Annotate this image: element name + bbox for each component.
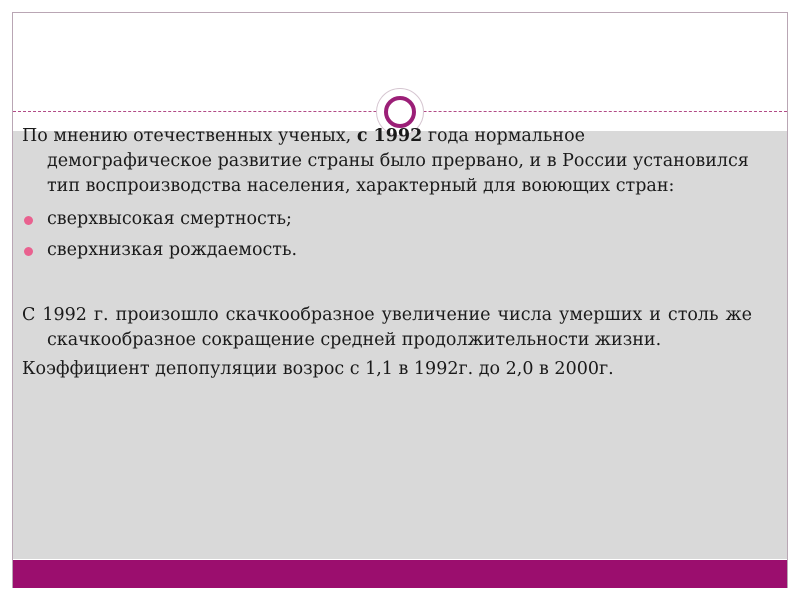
footer-bar [13,560,787,588]
list-item [22,238,752,263]
list-item-text: сверхнизкая рождаемость. [47,240,298,260]
paragraph-intro [22,124,752,199]
paragraph-mortality: С 1992 г. произошло скачкообразное увеличение числа умерших и столь же скачкообразное сокращение средней продолжительности жизни. [22,305,752,350]
body-text [22,124,752,382]
bullet-dot-icon [24,247,33,256]
list-item-text: сверхвысокая смертность; [47,209,292,229]
list-item [22,207,752,232]
bullet-dot-icon [24,216,33,225]
paragraph-depopulation: Коэффициент депопуляции возрос с 1,1 в 1992г. до 2,0 в 2000г. [22,359,614,379]
intro-bold-year: с 1992 [356,126,423,146]
intro-text: По мнению отечественных ученых, [22,126,357,146]
intro-text-rest: года нормальное демографическое развитие страны было прервано, и в России установился тип воспроизводства населения, характерный для воюющих стран: [47,126,749,196]
